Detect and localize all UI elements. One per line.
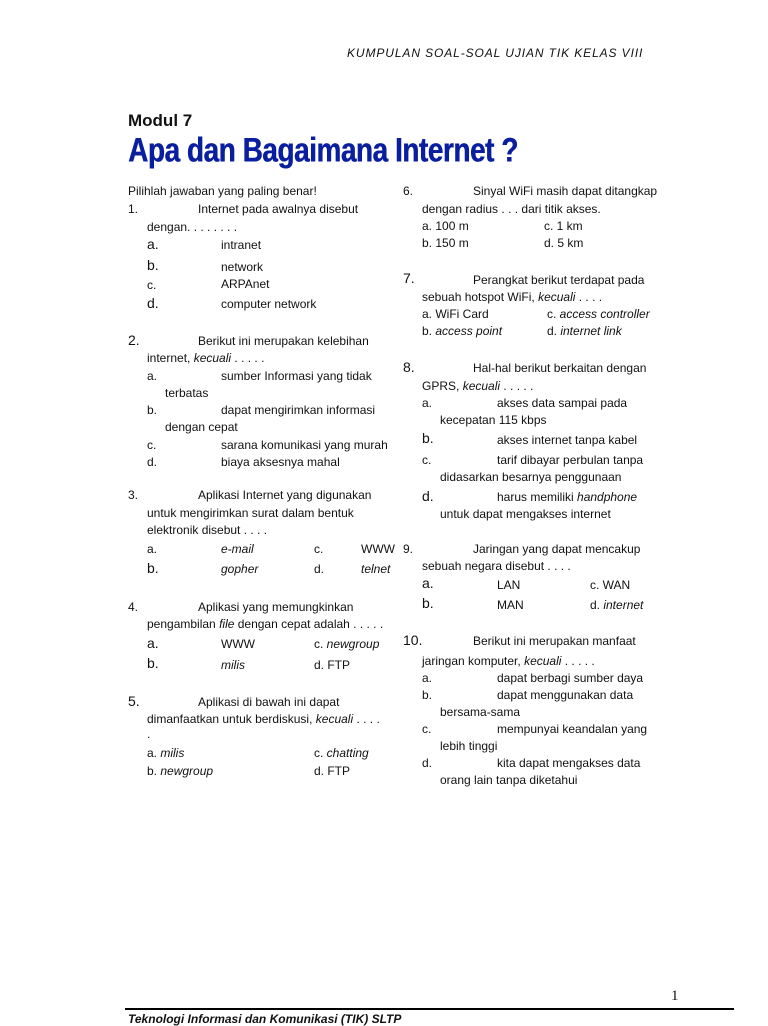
option-c: mempunyai keandalan yang bbox=[497, 722, 648, 736]
option-a: a. 100 m bbox=[422, 219, 469, 233]
option-a: akses data sampai pada bbox=[497, 396, 628, 410]
option-letter: a. bbox=[422, 671, 433, 685]
module-label: Modul 7 bbox=[128, 111, 193, 130]
option-a: LAN bbox=[497, 578, 521, 592]
instruction: Pilihlah jawaban yang paling benar! bbox=[128, 184, 317, 198]
question-text: internet, kecuali . . . . . bbox=[147, 351, 265, 365]
option-letter: b. bbox=[422, 688, 433, 702]
option-c: c. newgroup bbox=[314, 637, 380, 651]
footer-divider bbox=[125, 1008, 734, 1010]
option-a-cont: kecepatan 115 kbps bbox=[440, 413, 547, 427]
option-b-cont: dengan cepat bbox=[165, 420, 238, 434]
option-c-cont: lebih tinggi bbox=[440, 739, 498, 753]
question-text: GPRS, kecuali . . . . . bbox=[422, 379, 534, 393]
option-a: a. WiFi Card bbox=[422, 307, 489, 321]
option-c: c. access controller bbox=[547, 307, 650, 321]
option-letter: d. bbox=[314, 562, 325, 576]
option-c: WWW bbox=[361, 542, 395, 556]
page-footer: Teknologi Informasi dan Komunikasi (TIK) SLTP bbox=[128, 1012, 402, 1026]
option-letter: b. bbox=[422, 595, 434, 611]
option-d: d. FTP bbox=[314, 764, 351, 778]
question-text: Aplikasi Internet yang digunakan bbox=[198, 488, 372, 502]
option-d: d. internet link bbox=[547, 324, 622, 338]
option-b: akses internet tanpa kabel bbox=[497, 433, 638, 447]
question-text: dengan. . . . . . . . bbox=[147, 220, 238, 234]
question-number: 1. bbox=[128, 202, 139, 216]
option-b: b. access point bbox=[422, 324, 503, 338]
option-letter: c. bbox=[147, 438, 157, 452]
option-b: b. 150 m bbox=[422, 236, 469, 250]
option-a: intranet bbox=[221, 238, 262, 252]
question-text: dimanfaatkan untuk berdiskusi, kecuali . . . . bbox=[147, 712, 380, 726]
option-b: dapat mengirimkan informasi bbox=[221, 403, 376, 417]
question-text: elektronik disebut . . . . bbox=[147, 523, 268, 537]
question-text: Hal-hal berikut berkaitan dengan bbox=[473, 361, 647, 375]
question-text: Jaringan yang dapat mencakup bbox=[473, 542, 641, 556]
option-letter: b. bbox=[147, 560, 159, 576]
option-b-cont: bersama-sama bbox=[440, 705, 521, 719]
question-text: Aplikasi yang memungkinkan bbox=[198, 600, 354, 614]
option-letter: d. bbox=[147, 455, 158, 469]
option-b: b. newgroup bbox=[147, 764, 214, 778]
question-number: 6. bbox=[403, 184, 414, 198]
question-number: 10. bbox=[403, 632, 423, 648]
option-d-cont: untuk dapat mengakses internet bbox=[440, 507, 611, 521]
option-c: tarif dibayar perbulan tanpa bbox=[497, 453, 644, 467]
option-a: WWW bbox=[221, 637, 255, 651]
option-letter: a. bbox=[422, 575, 434, 591]
option-a: sumber Informasi yang tidak bbox=[221, 369, 372, 383]
option-b: MAN bbox=[497, 598, 524, 612]
option-d: computer network bbox=[221, 297, 317, 311]
question-number: 3. bbox=[128, 488, 139, 502]
question-text: untuk mengirimkan surat dalam bentuk bbox=[147, 506, 354, 520]
option-d: biaya aksesnya mahal bbox=[221, 455, 340, 469]
option-letter: b. bbox=[147, 655, 159, 671]
option-letter: a. bbox=[147, 542, 158, 556]
question-text: Perangkat berikut terdapat pada bbox=[473, 273, 645, 287]
option-letter: d. bbox=[147, 295, 159, 311]
option-c-cont: didasarkan besarnya penggunaan bbox=[440, 470, 622, 484]
question-text: sebuah negara disebut . . . . bbox=[422, 559, 571, 573]
option-letter: c. bbox=[147, 278, 157, 292]
option-letter: a. bbox=[422, 396, 433, 410]
option-d: harus memiliki handphone bbox=[497, 490, 638, 504]
page-number: 1 bbox=[671, 988, 679, 1004]
option-d: d. 5 km bbox=[544, 236, 584, 250]
option-letter: c. bbox=[422, 722, 432, 736]
option-d: d. internet bbox=[590, 598, 644, 612]
option-letter: a. bbox=[147, 369, 158, 383]
question-text: jaringan komputer, kecuali . . . . . bbox=[422, 654, 595, 668]
option-a: dapat berbagi sumber daya bbox=[497, 671, 644, 685]
question-number: 2. bbox=[128, 332, 140, 348]
question-text: Sinyal WiFi masih dapat ditangkap bbox=[473, 184, 658, 198]
option-c: c. 1 km bbox=[544, 219, 583, 233]
option-d: d. FTP bbox=[314, 658, 351, 672]
option-c: ARPAnet bbox=[221, 277, 270, 291]
question-text: sebuah hotspot WiFi, kecuali . . . . bbox=[422, 290, 603, 304]
option-letter: b. bbox=[147, 403, 158, 417]
question-number: 8. bbox=[403, 359, 415, 375]
option-letter: a. bbox=[147, 635, 159, 651]
question-number: 9. bbox=[403, 542, 414, 556]
option-d: telnet bbox=[361, 562, 391, 576]
question-number: 7. bbox=[403, 270, 415, 286]
option-b: gopher bbox=[221, 562, 259, 576]
question-text: pengambilan file dengan cepat adalah . . . . . bbox=[147, 617, 384, 631]
option-d-cont: orang lain tanpa diketahui bbox=[440, 773, 578, 787]
question-text: Internet pada awalnya disebut bbox=[198, 202, 359, 216]
question-text: Aplikasi di bawah ini dapat bbox=[198, 695, 340, 709]
option-a: a. milis bbox=[147, 746, 185, 760]
option-letter: d. bbox=[422, 488, 434, 504]
option-b: dapat menggunakan data bbox=[497, 688, 634, 702]
option-a: e-mail bbox=[221, 542, 254, 556]
option-b: milis bbox=[221, 658, 245, 672]
option-letter: c. bbox=[314, 542, 324, 556]
option-a-cont: terbatas bbox=[165, 386, 209, 400]
option-c: sarana komunikasi yang murah bbox=[221, 438, 388, 452]
option-c: c. WAN bbox=[590, 578, 631, 592]
question-number: 5. bbox=[128, 693, 140, 709]
question-text: Berikut ini merupakan manfaat bbox=[473, 634, 636, 648]
option-letter: d. bbox=[422, 756, 433, 770]
option-letter: b. bbox=[147, 257, 159, 273]
question-number: 4. bbox=[128, 600, 139, 614]
page-header: KUMPULAN SOAL-SOAL UJIAN TIK KELAS VIII bbox=[347, 46, 644, 60]
option-d: kita dapat mengakses data bbox=[497, 756, 641, 770]
option-letter: c. bbox=[422, 453, 432, 467]
option-c: c. chatting bbox=[314, 746, 369, 760]
question-text: . bbox=[147, 727, 151, 741]
question-text: dengan radius . . . dari titik akses. bbox=[422, 202, 601, 216]
page-title: Apa dan Bagaimana Internet ? bbox=[128, 131, 518, 170]
option-letter: a. bbox=[147, 236, 159, 252]
option-letter: b. bbox=[422, 430, 434, 446]
option-b: network bbox=[221, 260, 264, 274]
question-text: Berikut ini merupakan kelebihan bbox=[198, 334, 369, 348]
